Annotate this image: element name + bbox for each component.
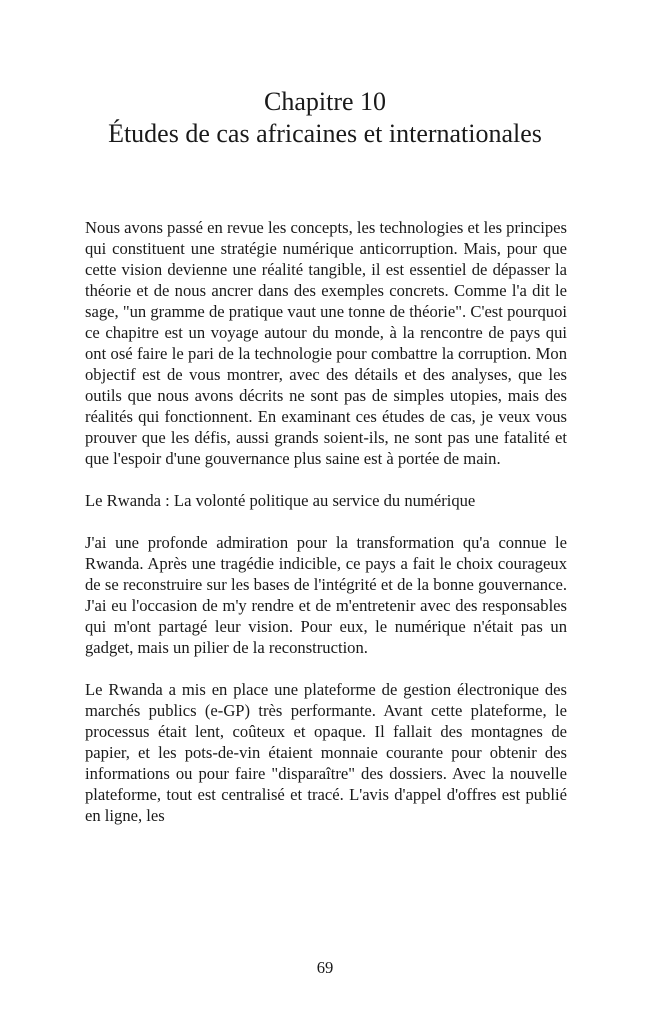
section-title-rwanda: Le Rwanda : La volonté politique au service du numérique: [85, 491, 476, 510]
chapter-title: Études de cas africaines et internationales: [108, 119, 542, 148]
page-number: 69: [316, 958, 334, 977]
rwanda-paragraph-2: Le Rwanda a mis en place une plateforme de gestion électronique des marchés publics (e-GP) très performante. Avant cette plateforme, le processus était lent, coûteux et opaque. Il fallait des montagnes de papier, et les pots-de-vin étaient monnaie courante pour obtenir des informations ou pour faire "disparaître" des dossiers. Avec la nouvelle plateforme, tout est centralisé et tracé. L'avis d'appel d'offres est publié en ligne, les: [85, 680, 567, 825]
rwanda-paragraph-1: J'ai une profonde admiration pour la transformation qu'a connue le Rwanda. Après une tragédie indicible, ce pays a fait le choix courageux de se reconstruire sur les bases de l'intégrité et de la bonne gouvernance. J'ai eu l'occasion de m'y rendre et de m'entretenir avec des responsables qui m'ont partagé leur vision. Pour eux, le numérique n'était pas un gadget, mais un pilier de la reconstruction.: [85, 533, 567, 657]
chapter-label: Chapitre 10: [263, 87, 387, 116]
intro-paragraph: Nous avons passé en revue les concepts, les technologies et les principes qui constituent une stratégie numérique anticorruption. Mais, pour que cette vision devienne une réalité tangible, il est essentiel de dépasser la théorie et de nous ancrer dans des exemples concrets. Comme l'a dit le sage, "un gramme de pratique vaut une tonne de théorie". C'est pourquoi ce chapitre est un voyage autour du monde, à la rencontre de pays qui ont osé faire le pari de la technologie pour combattre la corruption. Mon objectif est de vous montrer, avec des détails et des analyses, que les outils que nous avons décrits ne sont pas de simples utopies, mais des réalités qui fonctionnent. En examinant ces études de cas, je veux vous prouver que les défis, aussi grands soient-ils, ne sont pas une fatalité et que l'espoir d'une gouvernance plus saine est à portée de main.: [85, 218, 568, 468]
chapter-heading: [60, 86, 590, 150]
body-text: [85, 217, 567, 847]
